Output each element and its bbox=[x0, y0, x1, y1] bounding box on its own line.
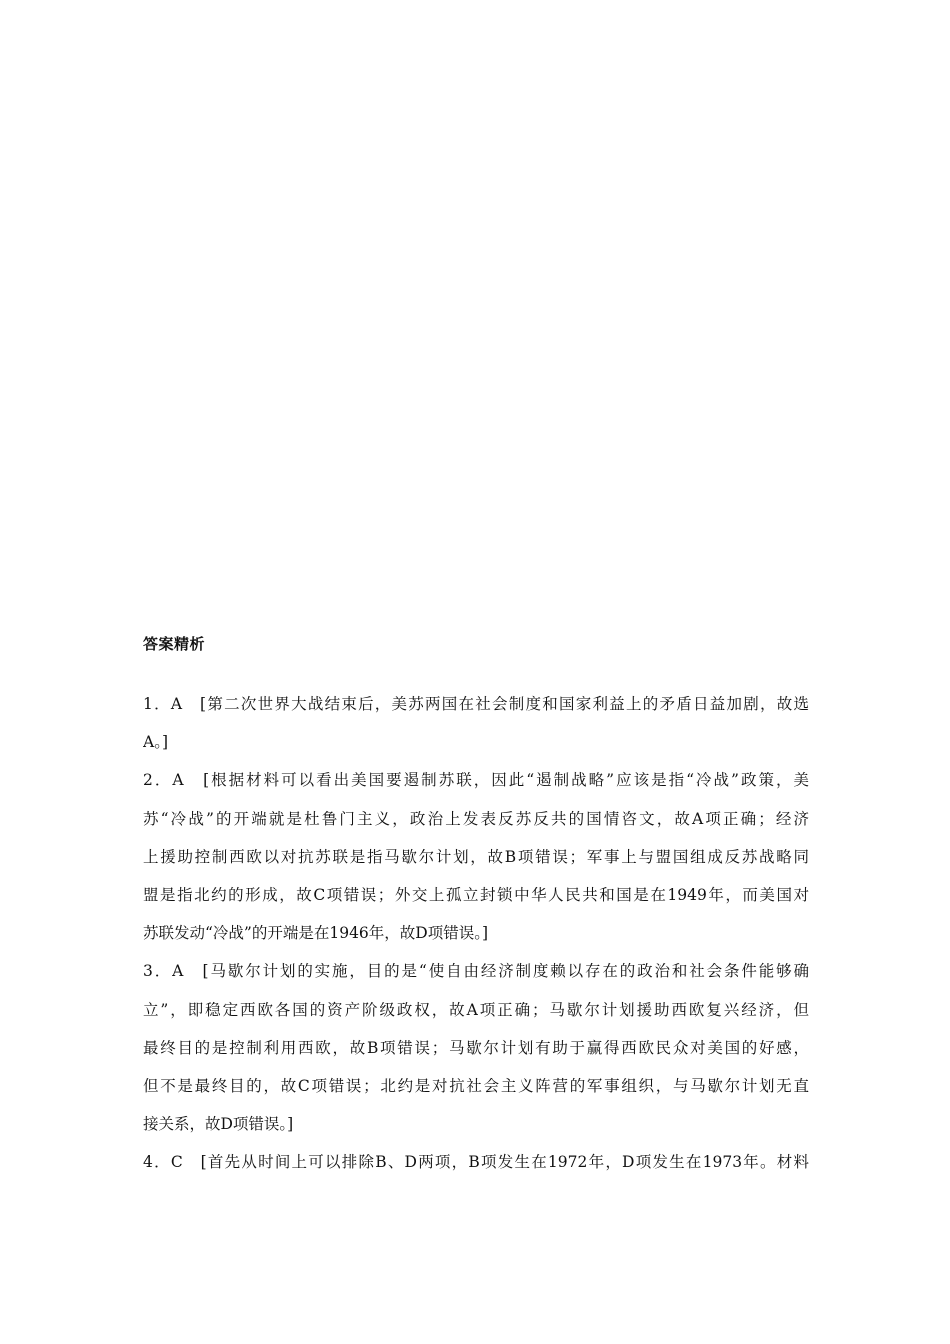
answer-item-3 bbox=[143, 957, 809, 1148]
answer-list bbox=[143, 690, 809, 1186]
answer-line: 3．A [马歇尔计划的实施，目的是“使自由经济制度赖以存在的政治和社会条件能够确 bbox=[143, 962, 809, 981]
answer-line: 但不是最终目的，故C项错误；北约是对抗社会主义阵营的军事组织，与马歇尔计划无直 bbox=[143, 1076, 809, 1095]
answer-line: 4．C [首先从时间上可以排除B、D两项，B项发生在1972年，D项发生在1973年。材料 bbox=[143, 1153, 809, 1172]
answer-line: 接关系，故D项错误。] bbox=[143, 1115, 294, 1134]
answer-line: A。] bbox=[143, 733, 168, 752]
answer-item-2 bbox=[143, 766, 809, 957]
answer-line: 苏“冷战”的开端就是杜鲁门主义，政治上发表反苏反共的国情咨文，故A项正确；经济 bbox=[143, 809, 809, 828]
answer-line: 最终目的是控制利用西欧，故B项错误；马歇尔计划有助于赢得西欧民众对美国的好感， bbox=[143, 1038, 809, 1057]
answer-item-1 bbox=[143, 690, 809, 766]
answer-line: 2．A [根据材料可以看出美国要遏制苏联，因此“遏制战略”应该是指“冷战”政策，美 bbox=[143, 771, 809, 790]
answer-item-4 bbox=[143, 1148, 809, 1186]
section-heading: 答案精析 bbox=[143, 635, 206, 653]
answer-line: 盟是指北约的形成，故C项错误；外交上孤立封锁中华人民共和国是在1949年，而美国对 bbox=[143, 885, 809, 904]
answer-line: 立”，即稳定西欧各国的资产阶级政权，故A项正确；马歇尔计划援助西欧复兴经济，但 bbox=[143, 1000, 809, 1019]
answer-line: 1．A [第二次世界大战结束后，美苏两国在社会制度和国家利益上的矛盾日益加剧，故选 bbox=[143, 695, 809, 713]
answer-line: 苏联发动“冷战”的开端是在1946年，故D项错误。] bbox=[143, 924, 489, 943]
answer-line: 上援助控制西欧以对抗苏联是指马歇尔计划，故B项错误；军事上与盟国组成反苏战略同 bbox=[143, 847, 809, 866]
